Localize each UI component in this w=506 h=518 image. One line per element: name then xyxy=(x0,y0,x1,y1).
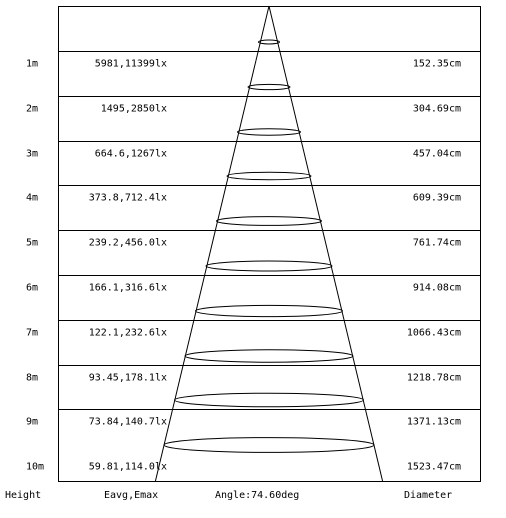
row-diameter-value: 914.08cm xyxy=(412,282,461,294)
beam-cross-section xyxy=(206,261,332,271)
row-diameter-value: 1371.13cm xyxy=(406,416,461,428)
row-diameter-value: 1218.78cm xyxy=(406,372,461,384)
illuminance-column-label: Eavg,Emax xyxy=(104,490,159,501)
row-illuminance-value: 59.81,114.0lx xyxy=(88,461,167,473)
row-illuminance-value: 73.84,140.7lx xyxy=(88,416,167,428)
beam-cross-section xyxy=(238,129,301,135)
row-height-label: 3m xyxy=(26,148,39,160)
row-height-label: 10m xyxy=(26,461,45,473)
row-diameter-value: 457.04cm xyxy=(412,148,461,160)
row-illuminance-value: 373.8,712.4lx xyxy=(88,192,167,204)
row-diameter-value: 609.39cm xyxy=(412,192,461,204)
row-height-label: 8m xyxy=(26,372,39,384)
beam-cross-section xyxy=(248,84,290,89)
row-height-label: 5m xyxy=(26,237,39,249)
row-illuminance-value: 93.45,178.1lx xyxy=(88,372,167,384)
beam-cross-section xyxy=(185,350,353,362)
row-height-label: 7m xyxy=(26,327,39,339)
beam-cross-section xyxy=(259,40,280,44)
column-footer xyxy=(5,490,452,501)
beam-cross-section xyxy=(196,305,343,316)
row-height-label: 4m xyxy=(26,192,39,204)
row-height-label: 6m xyxy=(26,282,39,294)
beam-cross-section xyxy=(217,217,322,226)
measurement-rows xyxy=(26,52,481,473)
row-diameter-value: 1066.43cm xyxy=(406,327,461,339)
height-column-label: Height xyxy=(5,490,42,501)
beam-cross-section xyxy=(227,172,311,180)
row-height-label: 9m xyxy=(26,416,39,428)
row-illuminance-value: 239.2,456.0lx xyxy=(88,237,167,249)
row-illuminance-value: 166.1,316.6lx xyxy=(88,282,167,294)
diameter-column-label: Diameter xyxy=(404,490,453,501)
row-height-label: 2m xyxy=(26,103,39,115)
row-height-label: 1m xyxy=(26,58,39,70)
beam-cross-section xyxy=(164,438,374,453)
row-illuminance-value: 5981,11399lx xyxy=(94,58,167,70)
row-illuminance-value: 122.1,232.6lx xyxy=(88,327,167,339)
row-illuminance-value: 664.6,1267lx xyxy=(94,148,167,160)
row-diameter-value: 1523.47cm xyxy=(406,461,461,473)
beam-cross-section xyxy=(175,393,364,407)
beam-angle-label: Angle:74.60deg xyxy=(215,490,300,501)
row-diameter-value: 304.69cm xyxy=(412,103,461,115)
row-diameter-value: 152.35cm xyxy=(412,58,461,70)
row-illuminance-value: 1495,2850lx xyxy=(100,103,167,115)
row-diameter-value: 761.74cm xyxy=(412,237,461,249)
